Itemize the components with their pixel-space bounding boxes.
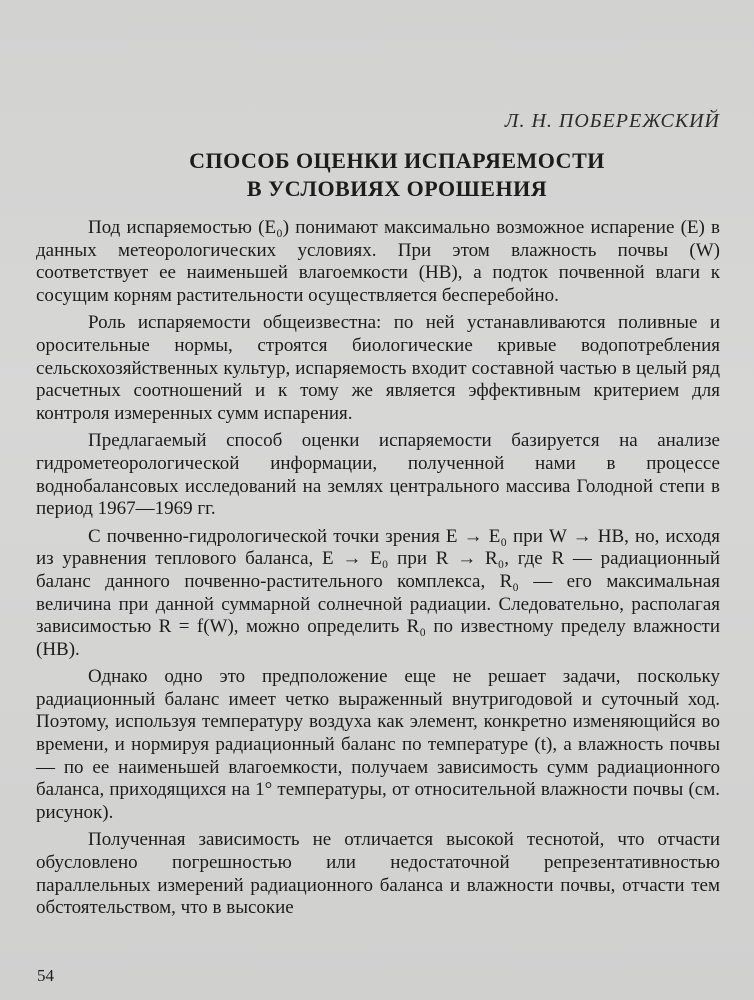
article-body xyxy=(36,217,720,925)
author-name: Л. Н. ПОБЕРЕЖСКИЙ xyxy=(504,110,720,132)
paragraph-1: Под испаряемостью (E₀) понимают максимально возможное испарение (E) в данных метеорологических условиях. При этом влажность почвы (W) соответствует ее наименьшей влагоемкости (НВ), а подток почвенной влаги к сосущим корням растительности осуществляется бесперебойно. xyxy=(36,217,720,306)
paragraph-3: Предлагаемый способ оценки испаряемости базируется на анализе гидрометеорологической информации, полученной нами в процессе воднобалансовых исследований на землях центрального массива Голодной степи в период 1967—1969 гг. xyxy=(36,430,720,520)
paragraph-5: Однако одно это предположение еще не решает задачи, поскольку радиационный баланс имеет четко выраженный внутригодовой и суточный ход. Поэтому, используя температуру воздуха как элемент, конкретно изменяющийся во времени, и нормируя радиационный баланс по температуре (t), а влажность почвы — по ее наименьшей влагоемкости, получаем зависимость сумм радиационного баланса, приходящихся на 1° температуры, от относительной влажности почвы (см. рисунок). xyxy=(36,666,720,823)
paragraph-2: Роль испаряемости общеизвестна: по ней устанавливаются поливные и оросительные нормы, строятся биологические кривые водопотребления сельскохозяйственных культур, испаряемость входит составной частью в целый ряд расчетных соотношений и к тому же является эффективным критерием для контроля измеренных сумм испарения. xyxy=(36,312,720,424)
paragraph-4: С почвенно-гидрологической точки зрения E → E₀ при W → НВ, но, исходя из уравнения теплового баланса, E → E₀ при R → R₀, где R — радиационный баланс данного почвенно-растительного комплекса, R₀ — его максимальная величина при данной суммарной солнечной радиации. Следовательно, располагая зависимостью R = f(W), можно определить R₀ по известному пределу влажности (НВ). xyxy=(36,525,720,660)
paragraph-6: Полученная зависимость не отличается высокой теснотой, что отчасти обусловлено погрешностью или недостаточной репрезентативностью параллельных измерений радиационного баланса и влажности почвы, отчасти тем обстоятельством, что в высокие xyxy=(36,829,720,919)
title-line-1: СПОСОБ ОЦЕНКИ ИСПАРЯЕМОСТИ xyxy=(189,148,605,173)
page-number: 54 xyxy=(37,966,54,985)
article-title xyxy=(0,147,754,203)
title-line-2: В УСЛОВИЯХ ОРОШЕНИЯ xyxy=(246,176,548,201)
